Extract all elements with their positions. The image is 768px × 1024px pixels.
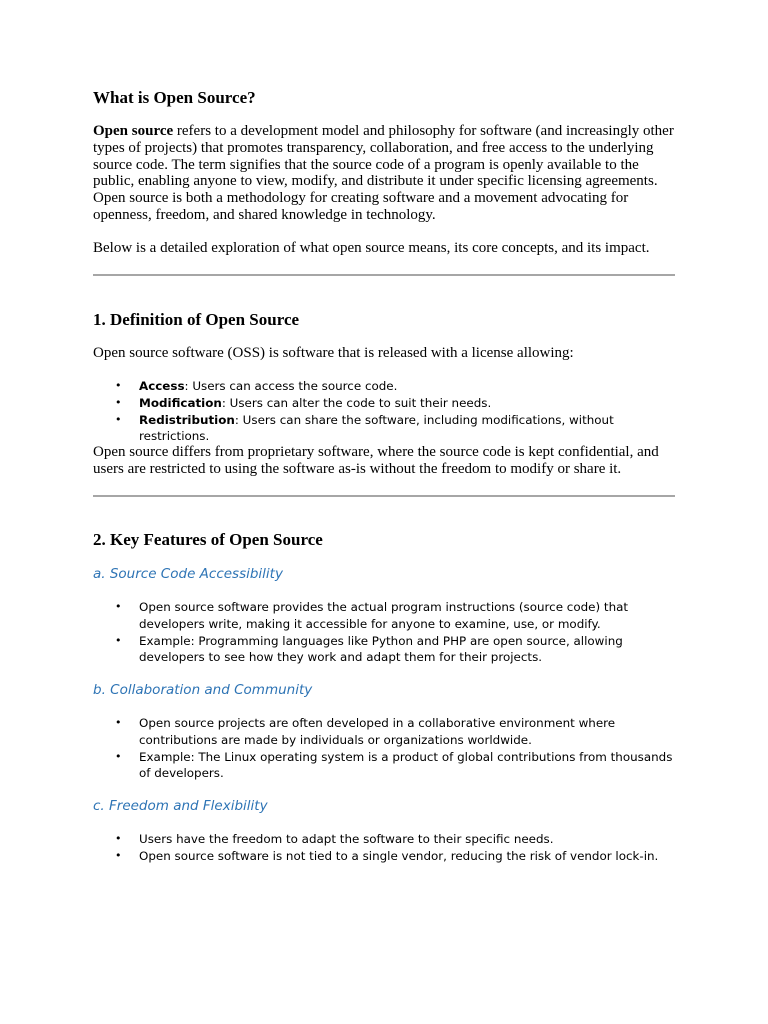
bullet-text: : Users can alter the code to suit their needs. <box>221 395 492 410</box>
subsection-c-title: c. Freedom and Flexibility <box>93 798 268 814</box>
list-item <box>93 599 675 633</box>
bullet-term: Modification <box>139 395 222 410</box>
list-item <box>93 715 675 749</box>
list-item <box>93 749 675 783</box>
bullet-glyph: • <box>115 749 122 763</box>
bullet-glyph: • <box>115 832 122 845</box>
bullet-text: : Users can access the source code. <box>184 379 398 393</box>
list-item <box>93 848 675 865</box>
bullet-glyph: • <box>115 716 122 729</box>
bullet-glyph: • <box>115 379 122 392</box>
intro-lead-term: Open source <box>93 123 174 139</box>
bullet-term: Access <box>139 379 185 393</box>
bullet-glyph: • <box>115 633 122 647</box>
list-item <box>93 378 675 395</box>
subsection-b-bullets <box>93 715 675 782</box>
document-title: What is Open Source? <box>93 88 256 107</box>
subsection-b-title: b. Collaboration and Community <box>93 682 313 698</box>
bullet-glyph: • <box>115 412 122 426</box>
section-divider <box>93 274 675 276</box>
section-divider <box>93 495 675 497</box>
bullet-term: Redistribution <box>139 412 235 427</box>
intro-body: refers to a development model and philosophy for software (and increasingly other types of projects) that promotes transparency, collaboration, and free access to the underlying source code. The term signifies that the source code of a program is openly available to the public, enabling anyone to view, modify, and distribute it under specific licensing agreements. Open source is both a methodology for creating software and a movement advocating for openness, freedom, and shared knowledge in technology. <box>93 123 674 223</box>
section-1-closing: Open source differs from proprietary software, where the source code is kept confidential, and users are restricted to using the software as-is without the freedom to modify or share it. <box>93 444 659 477</box>
intro-followup: Below is a detailed exploration of what open source means, its core concepts, and its impact. <box>93 240 650 256</box>
list-item <box>93 395 675 412</box>
section-1-title: 1. Definition of Open Source <box>93 310 300 329</box>
bullet-glyph: • <box>115 395 122 409</box>
bullet-text: Example: Programming languages like Python and PHP are open source, allowing developers to see how they work and adapt them for their projects. <box>139 633 623 665</box>
bullet-text: Users have the freedom to adapt the software to their specific needs. <box>139 832 554 846</box>
bullet-glyph: • <box>115 848 122 862</box>
bullet-text: Example: The Linux operating system is a product of global contributions from thousands of developers. <box>139 749 673 781</box>
intro-paragraph <box>93 123 675 224</box>
list-item <box>93 412 675 446</box>
bullet-glyph: • <box>115 600 122 613</box>
subsection-c-bullets <box>93 831 675 865</box>
subsection-a-bullets <box>93 599 675 666</box>
section-2-title: 2. Key Features of Open Source <box>93 530 323 549</box>
bullet-text: : Users can share the software, including modifications, without restrictions. <box>139 412 614 444</box>
list-item <box>93 831 675 848</box>
bullet-text: Open source projects are often developed in a collaborative environment where contributions are made by individuals or organizations worldwide. <box>139 716 616 747</box>
bullet-text: Open source software is not tied to a single vendor, reducing the risk of vendor lock-in. <box>139 848 659 863</box>
list-item <box>93 633 675 667</box>
section-1-bullets <box>93 378 675 445</box>
section-1-lead: Open source software (OSS) is software that is released with a license allowing: <box>93 345 574 361</box>
subsection-a-title: a. Source Code Accessibility <box>93 566 283 582</box>
bullet-text: Open source software provides the actual program instructions (source code) that developers write, making it accessible for anyone to examine, use, or modify. <box>139 600 629 631</box>
